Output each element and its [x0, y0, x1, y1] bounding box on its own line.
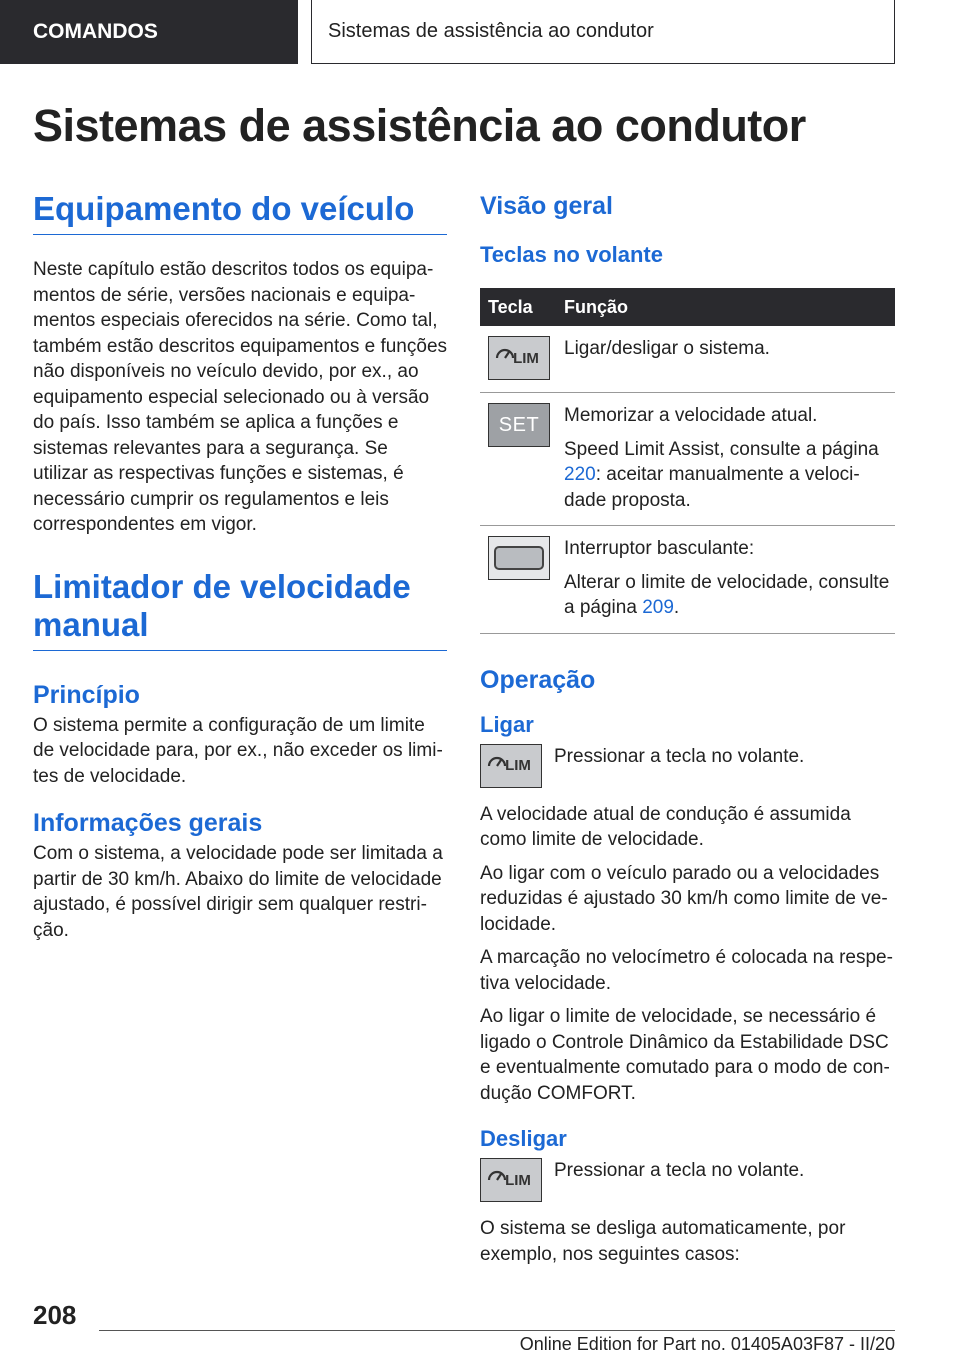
limiter-heading: Limitador de velocidade manual	[33, 568, 447, 651]
header-chapter-title: Sistemas de assistência ao condutor	[311, 0, 895, 64]
col-key-header: Tecla	[488, 296, 533, 317]
footer-divider	[99, 1330, 895, 1331]
equipment-text: Neste capítulo estão descritos todos os equipamentos de série, versões nacionais e equipamentos especiais oferecidos na série. Como tal, também estão descritos equipamentos e funções não disponíveis no veículo devido, por ex., ao equipamento especial selecionado ou à versão do país. Isso também se aplica a funções e sistemas relevantes para a segurança. Se utilizar as respectivas funções e sistemas, é necessário cumprir os regulamentos e leis correspondentes em vigor.	[33, 259, 448, 535]
switch-off-text-1: O sistema se desliga automaticamente, por exemplo, nos seguintes casos:	[480, 1218, 846, 1265]
rocker-switch-icon	[488, 536, 550, 580]
col-function-header: Função	[564, 296, 629, 317]
switch-on-heading: Ligar	[480, 711, 534, 737]
table-row	[480, 326, 895, 393]
row-function-text: Memorizar a velocidade atual.	[564, 405, 818, 426]
principle-heading: Princípio	[33, 680, 140, 709]
table-header	[480, 288, 895, 326]
switch-on-text-1: A velocidade atual de condução é assumida como limite de velocidade.	[480, 803, 851, 850]
switch-on-text-4: Ao ligar o limite de velocidade, se necessário é ligado o Controle Dinâmico da Estabilidade DSC e eventualmente comutado para o modo de condução COMFORT.	[480, 1006, 890, 1104]
steering-keys-heading: Teclas no volante	[480, 242, 663, 267]
page-number: 208	[33, 1300, 77, 1330]
left-column	[33, 190, 447, 943]
keys-table	[480, 288, 895, 634]
switch-off-heading: Desligar	[480, 1126, 567, 1151]
lim-key-label: LIM	[505, 1171, 531, 1189]
lim-key-icon	[480, 744, 542, 788]
lim-key-label: LIM	[513, 349, 539, 367]
row-function-text: Interruptor basculante:	[564, 538, 755, 559]
general-info-heading: Informações gerais	[33, 809, 263, 837]
row-function-text-2: Speed Limit Assist, consulte a página 220: aceitar manualmente a velocidade proposta.	[564, 438, 879, 511]
lim-key-label: LIM	[505, 757, 531, 774]
switch-on-text-2: Ao ligar com o veículo parado ou a velocidades reduzidas é ajustado 30 km/h como limite de velocidade.	[480, 862, 888, 935]
set-key-icon	[488, 403, 550, 447]
set-key-label: SET	[498, 413, 540, 436]
header-section-tab: COMANDOS	[0, 0, 298, 64]
switch-on-text-3: A marcação no velocímetro é colocada na respetiva velocidade.	[480, 947, 893, 994]
page-link-209[interactable]: 209	[642, 597, 674, 618]
overview-heading: Visão geral	[480, 192, 613, 220]
page-title: Sistemas de assistência ao condutor	[33, 100, 806, 151]
footer-edition: Online Edition for Part no. 01405A03F87 - II/20	[519, 1334, 895, 1354]
principle-text: O sistema permite a configuração de um limite de velocidade para, por ex., não exceder os limites de velocidade.	[33, 714, 443, 787]
lim-key-icon	[480, 1158, 542, 1202]
row-function-text: Ligar/desligar o sistema.	[564, 338, 770, 359]
switch-on-key-text: Pressionar a tecla no volante.	[554, 745, 805, 767]
general-info-text: Com o sistema, a velocidade pode ser limitada a partir de 30 km/h. Abaixo do limite de velocidade ajustado, é possível dirigir sem qualquer restrição.	[33, 843, 443, 941]
table-row	[480, 526, 895, 634]
switch-off-key-text: Pressionar a tecla no volante.	[554, 1160, 805, 1181]
operation-heading: Operação	[480, 665, 596, 694]
page-link-220[interactable]: 220	[564, 464, 596, 485]
lim-key-icon	[488, 336, 550, 380]
row-function-text-2: Alterar o limite de velocidade, consulte a página 209.	[564, 571, 890, 618]
table-row	[480, 393, 895, 526]
right-column	[480, 190, 895, 1267]
equipment-heading: Equipamento do veículo	[33, 190, 447, 235]
